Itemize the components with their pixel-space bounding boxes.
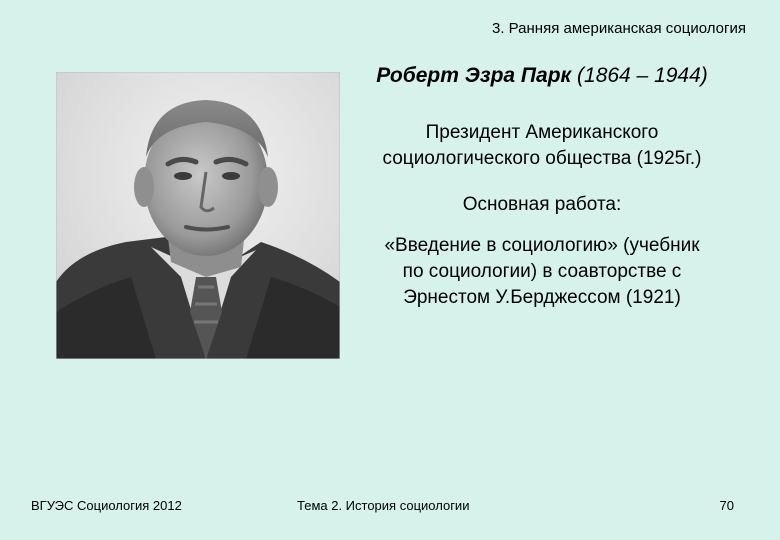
person-name: Роберт Эзра Парк (376, 64, 572, 87)
president-info (344, 120, 740, 172)
main-work-label: Основная работа: (462, 194, 622, 215)
page-number: 70 (719, 498, 734, 513)
footer-left: ВГУЭС Социология 2012 (31, 498, 182, 513)
president-line-2: социологического общества (1925г.) (382, 148, 702, 169)
portrait-photo (56, 72, 340, 359)
person-heading (234, 64, 740, 88)
work-line-1: «Введение в социологию» (учебник (384, 235, 700, 256)
content-column (344, 64, 740, 311)
main-work-description (344, 233, 740, 311)
person-years: (1864 – 1944) (577, 64, 708, 87)
president-line-1: Президент Американского (425, 122, 659, 143)
work-line-2: по социологии) в соавторстве с (402, 261, 682, 282)
footer-center: Тема 2. История социологии (297, 498, 470, 513)
section-title: 3. Ранняя американская социология (492, 20, 746, 37)
work-line-3: Эрнестом У.Берджессом (1921) (403, 287, 681, 308)
